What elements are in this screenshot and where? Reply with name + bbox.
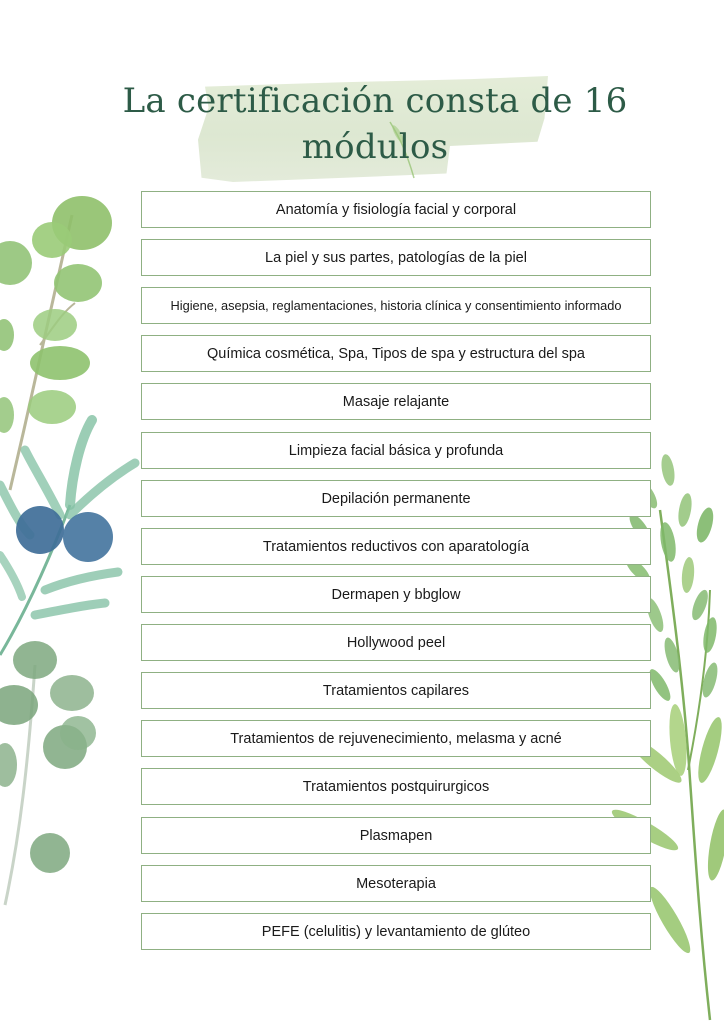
module-label: Plasmapen — [359, 827, 433, 844]
module-label: Dermapen y bbglow — [331, 586, 461, 603]
module-label: Hollywood peel — [346, 634, 446, 651]
module-item — [141, 432, 651, 469]
module-item — [141, 335, 651, 372]
module-item — [141, 287, 651, 324]
module-item — [141, 576, 651, 613]
module-item — [141, 191, 651, 228]
module-item — [141, 624, 651, 661]
module-label: Tratamientos postquirurgicos — [302, 778, 490, 795]
module-label: PEFE (celulitis) y levantamiento de glúteo — [261, 923, 531, 940]
module-item — [141, 239, 651, 276]
module-item — [141, 865, 651, 902]
module-item — [141, 528, 651, 565]
module-label: La piel y sus partes, patologías de la piel — [265, 249, 527, 266]
module-label: Química cosmética, Spa, Tipos de spa y estructura del spa — [207, 345, 585, 362]
module-item — [141, 913, 651, 950]
page-title-line-2: módulos — [301, 127, 449, 167]
left-botanical-illustration — [0, 185, 140, 910]
olive-branch-with-berries — [0, 420, 135, 655]
module-item — [141, 480, 651, 517]
module-label: Tratamientos de rejuvenecimiento, melasma y acné — [230, 730, 562, 747]
module-label: Tratamientos reductivos con aparatología — [262, 538, 530, 555]
module-label: Tratamientos capilares — [322, 682, 470, 699]
module-item — [141, 672, 651, 709]
module-label: Depilación permanente — [321, 490, 471, 507]
module-label: Higiene, asepsia, reglamentaciones, historia clínica y consentimiento informado — [170, 298, 622, 313]
module-label: Limpieza facial básica y profunda — [288, 442, 504, 459]
module-item — [141, 768, 651, 805]
module-item — [141, 817, 651, 854]
eucalyptus-branch-top — [0, 196, 112, 490]
module-label: Anatomía y fisiología facial y corporal — [275, 201, 517, 218]
page-title — [120, 78, 630, 170]
eucalyptus-branch-bottom — [0, 641, 96, 905]
blue-berry — [63, 512, 113, 562]
module-label: Mesoterapia — [356, 875, 436, 892]
module-label: Masaje relajante — [342, 393, 450, 410]
page-title-line-1: La certificación consta de 16 — [122, 81, 628, 121]
blue-berry — [16, 506, 64, 554]
module-item — [141, 383, 651, 420]
module-item — [141, 720, 651, 757]
